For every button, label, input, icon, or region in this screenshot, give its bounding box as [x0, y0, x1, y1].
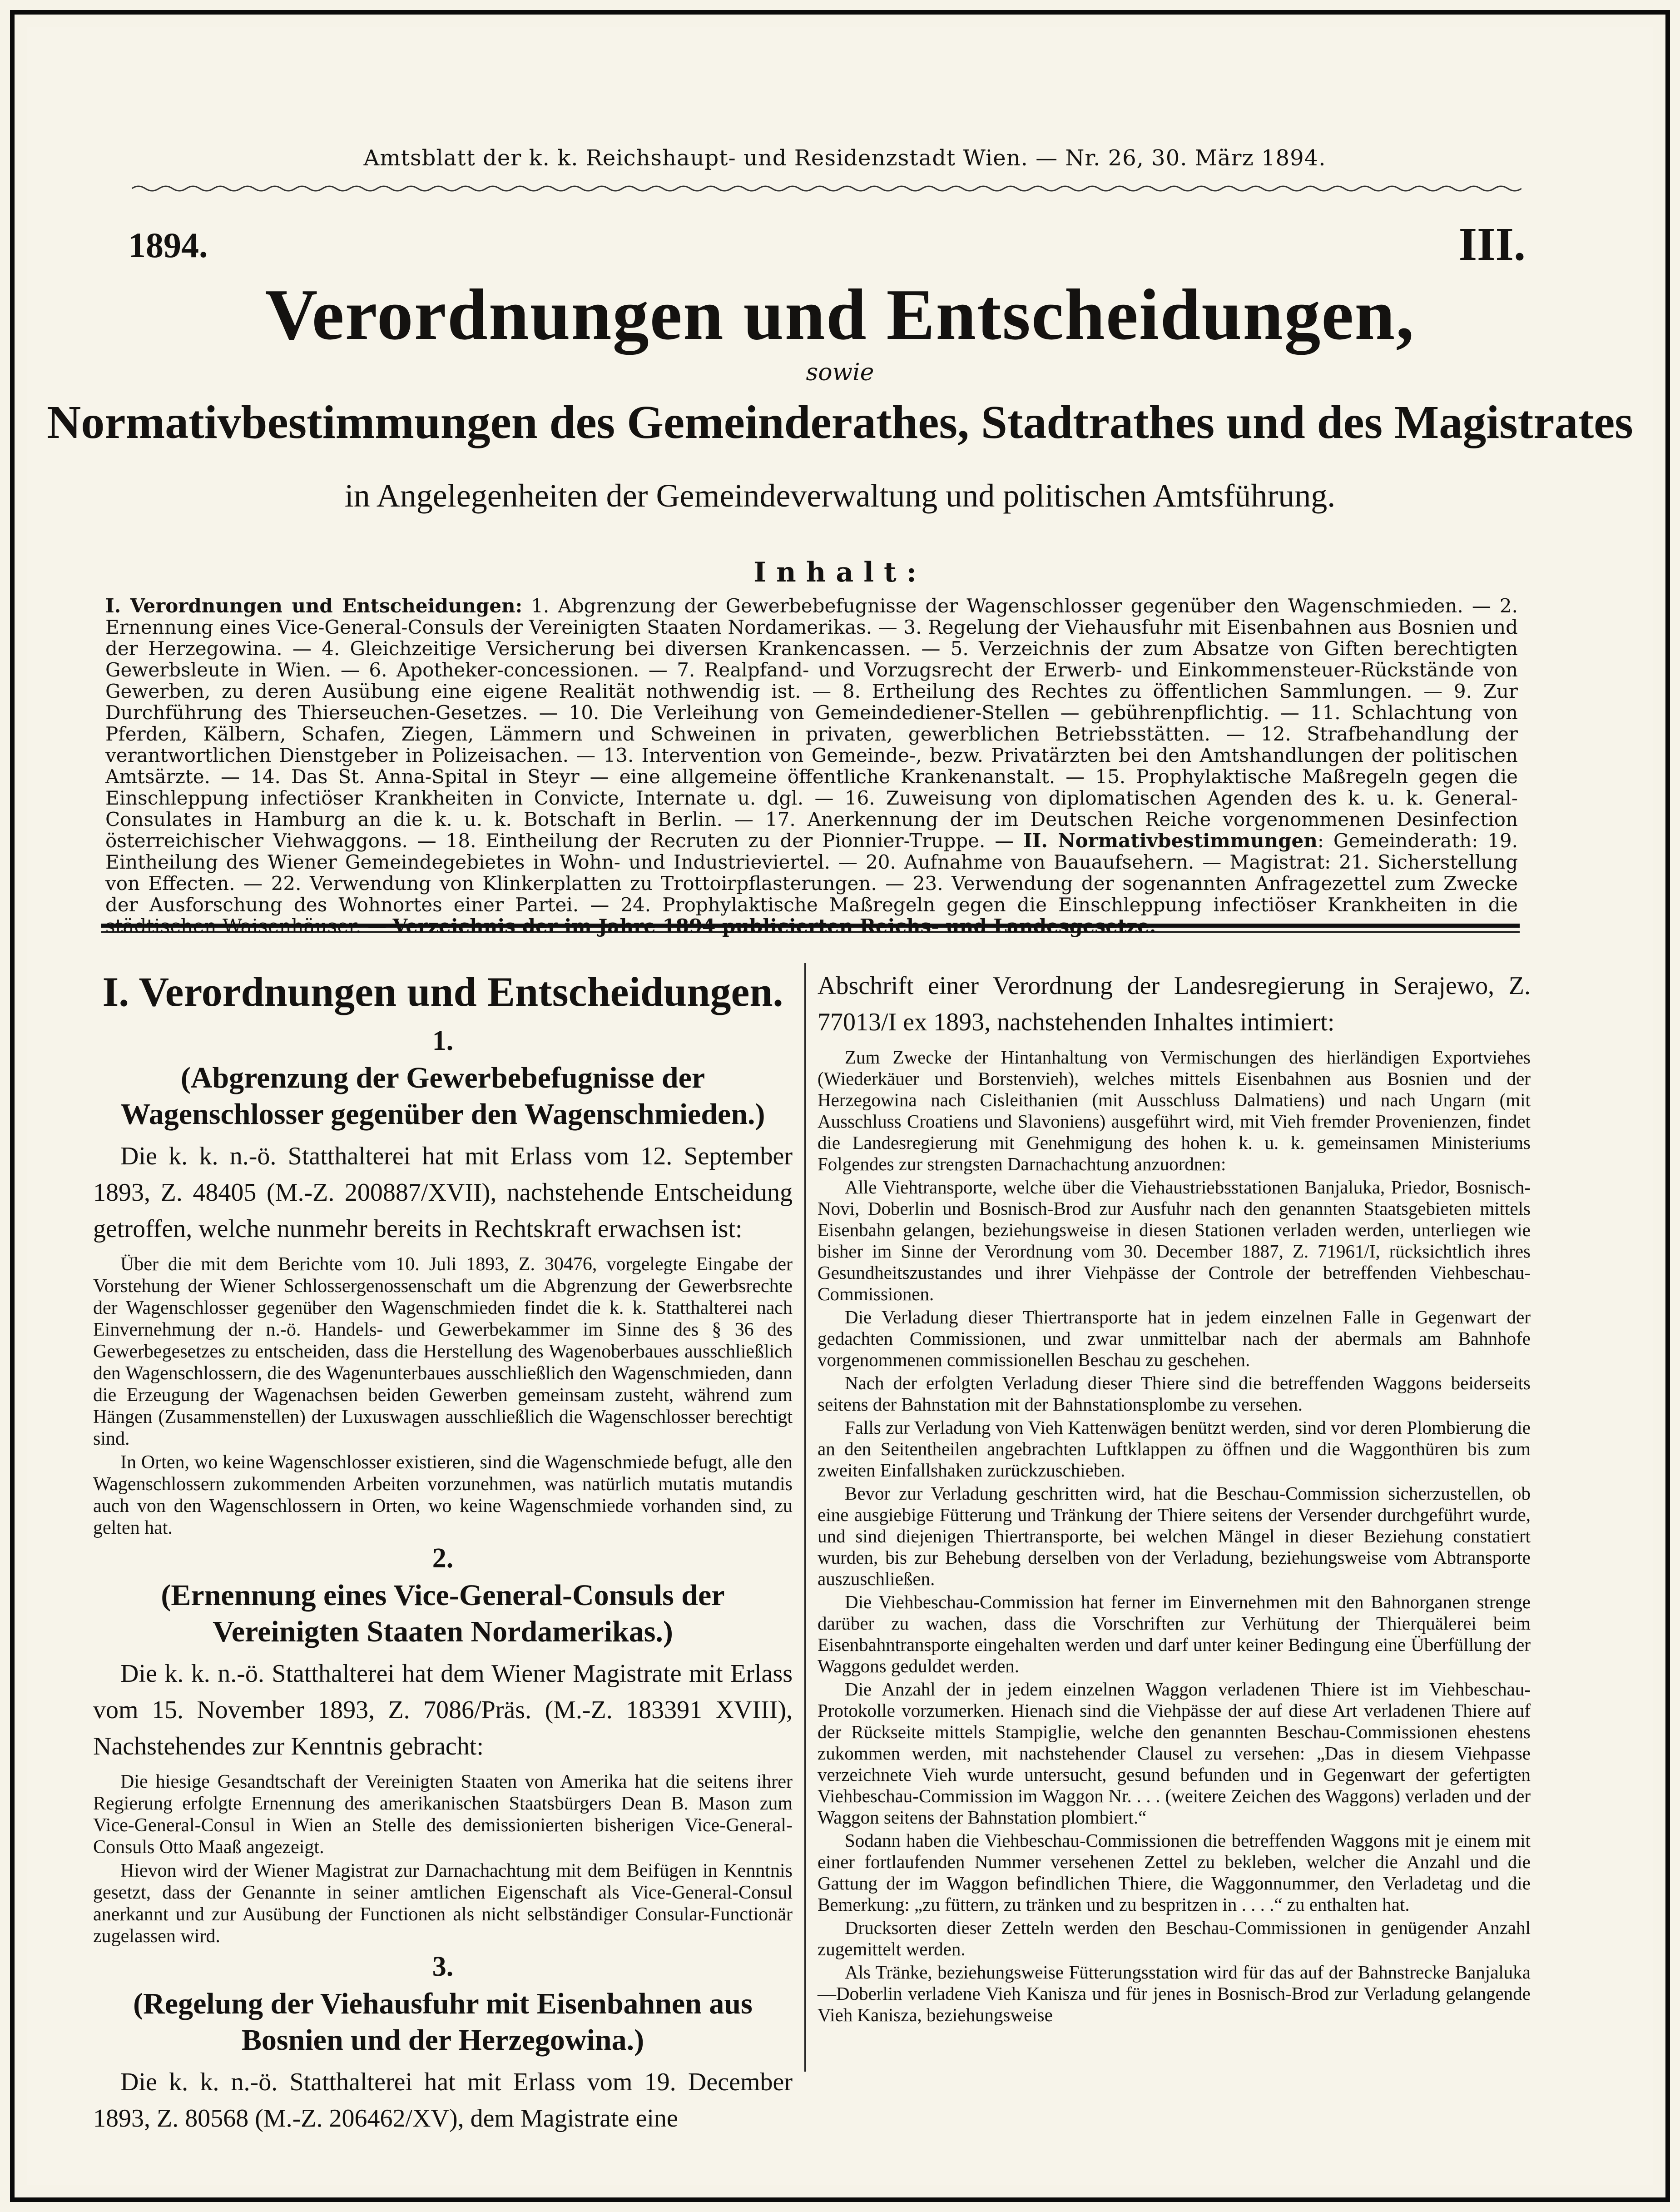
item-paragraph: Die hiesige Gesandtschaft der Vereinigten Staaten von Amerika hat die seitens ihrer Regierung erfolgte Ernennung des amerikanischen Staatsbürgers Dean B. Mason zum Vice-General-Consul in Wien an Stelle des demissionierten bisherigen Vice-General-Consuls Otto Maaß angezeigt.: [93, 1771, 793, 1858]
item-paragraph: Über die mit dem Berichte vom 10. Juli 1893, Z. 30476, vorgelegte Eingabe der Vorstehung der Wiener Schlossergenossenschaft um die Abgrenzung der Gewerbsrechte der Wagenschlosser gegenüber den Wagenschmieden findet die k. k. Statthalterei nach Einvernehmung der n.-ö. Handels- und Gewerbekammer im Sinne des § 36 des Gewerbegesetzes zu entscheiden, dass die Herstellung des Wagenoberbaues ausschließlich den Wagenschlossern, die des Wagenunterbaues ausschließlich den Wagenschmieden, dann die Erzeugung der Wagenachsen beiden Gewerben gemeinsam zusteht, während zum Hängen (Zusammenstellen) der Luxuswagen ausschließlich die Wagenschlosser berechtigt sind.: [93, 1254, 793, 1449]
right-paragraph: Die Viehbeschau-Commission hat ferner im Einvernehmen mit den Bahnorganen strenge darüber zu wachen, dass die Vorschriften zur Verhütung der Thierquälerei beim Eisenbahntransporte eingehalten werden und darf unter keiner Bedingung eine Überfüllung der Waggons geduldet werden.: [818, 1591, 1531, 1676]
subtitle: Normativbestimmungen des Gemeinderathes, Stadtrathes und des Magistrates: [47, 396, 1633, 448]
section-rule-thin: [101, 931, 1520, 933]
contents-part1-text: 1. Abgrenzung der Gewerbebefugnisse der Wagenschlosser gegenüber den Wagenschmieden. — 2. Ernennung eines Vice-General-Consuls der Vereinigten Staaten Nordamerikas. — 3. Regelung der Viehausfuhr mit Eisenbahnen aus Bosnien und der Herzegowina. — 4. Gleichzeitige Versicherung bei diversen Krankencassen. — 5. Verzeichnis der zum Absatze von Giften berechtigten Gewerbsleute in Wien. — 6. Apotheker-concessionen. — 7. Realpfand- und Vorzugsrecht der Erwerb- und Einkommensteuer-Rückstände von Gewerben, zu deren Ausübung eine eigene Realität nothwendig ist. — 8. Ertheilung des Rechtes zu öffentlichen Sammlungen. — 9. Zur Durchführung des Thierseuchen-Gesetzes. — 10. Die Verleihung von Gemeindediener-Stellen — gebührenpflichtig. — 11. Schlachtung von Pferden, Kälbern, Schafen, Ziegen, Lämmern und Schweinen in privaten, gewerblichen Betriebsstätten. — 12. Strafbehandlung der verantwortlichen Dienstgeber in Polizeisachen. — 13. Intervention von Gemeinde-, bezw. Privatärzten bei den Amtshandlungen der politischen Amtsärzte. — 14. Das St. Anna-Spital in Steyr — eine allgemeine öffentliche Krankenanstalt. — 15. Prophylaktische Maßregeln gegen die Einschleppung infectiöser Krankheiten in Convicte, Internate u. dgl. — 16. Zuweisung von diplomatischen Agenden des k. u. k. General-Consulates in Hamburg an die k. u. k. Botschaft in Berlin. — 17. Anerkennung der im Deutschen Reiche vorgenommenen Desinfection österreichischer Viehwaggons. — 18. Eintheilung der Recruten zu der Pionnier-Truppe. —: [105, 595, 1518, 852]
contents-text: [105, 595, 1518, 937]
right-paragraph: Die Anzahl der in jedem einzelnen Waggon verladenen Thiere ist im Viehbeschau-Protokolle vorzumerken. Hienach sind die Viehpässe der auf diese Art verladenen Thiere auf der Rückseite mittels Stampiglie, welche den genannten Beschau-Commissionen ehestens zukommen werden, mit nachstehender Clausel zu versehen: „Das in diesem Viehpasse verzeichnete Vieh wurde untersucht, gesund befunden und in Gegenwart der gefertigten Viehbeschau-Commission im Waggon Nr. . . . (weitere Zeichen des Waggons) verladen und der Waggon seitens der Bahnstation plombiert.“: [818, 1679, 1531, 1828]
item-title-2: (Ernennung eines Vice-General-Consuls der Vereinigten Staaten Nordamerikas.): [161, 1579, 725, 1648]
item-title-1: (Abgrenzung der Gewerbebefugnisse der Wagenschlosser gegenüber den Wagenschmieden.): [120, 1061, 765, 1131]
running-head: Amtsblatt der k. k. Reichshaupt- und Residenzstadt Wien. — Nr. 26, 30. März 1894.: [363, 145, 1326, 171]
item-number-3: 3.: [432, 1951, 454, 1982]
right-paragraph: Sodann haben die Viehbeschau-Commissionen die betreffenden Waggons mit je einem mit einer fortlaufenden Nummer versehenen Zettel zu bekleben, welcher die Anzahl und die Gattung der im Waggon befindlichen Thiere, die Waggonnummer, den Verladetag und die Bemerkung: „zu füttern, zu tränken und zu bespritzen in . . . .“ zu enthalten hat.: [818, 1830, 1531, 1915]
right-lead: Abschrift einer Verordnung der Landesregierung in Serajewo, Z. 77013/I ex 1893, nachstehenden Inhaltes intimiert:: [818, 972, 1531, 1036]
year-label: 1894.: [128, 225, 208, 265]
right-paragraph: Als Tränke, beziehungsweise Fütterungsstation wird für das auf der Bahnstrecke Banjaluka—Doberlin verladene Vieh Kanisza und für jenes in Bosnisch-Brod zur Verladung gelangende Vieh Kanisza, beziehungsweise: [818, 1962, 1531, 2025]
section-rule-thick: [101, 924, 1520, 928]
contents-part1-label: I. Verordnungen und Entscheidungen:: [105, 595, 523, 617]
item-title-3: (Regelung der Viehausfuhr mit Eisenbahnen aus Bosnien und der Herzegowina.): [133, 1987, 753, 2057]
main-title: Verordnungen und Entscheidungen,: [265, 274, 1415, 355]
item-lead-1: Die k. k. n.-ö. Statthalterei hat mit Erlass vom 12. September 1893, Z. 48405 (M.-Z. 200887/XVII), nachstehende Entscheidung getroffen, welche nunmehr bereits in Rechtskraft erwachsen ist:: [93, 1142, 793, 1243]
title-sowie: sowie: [806, 359, 874, 386]
right-paragraph: Die Verladung dieser Thiertransporte hat in jedem einzelnen Falle in Gegenwart der gedachten Commissionen, und zwar unmittelbar nach der abermals am Bahnhofe vorgenommenen commissionellen Beschau zu geschehen.: [818, 1307, 1531, 1370]
column-separator: [804, 963, 806, 2072]
right-paragraph: Bevor zur Verladung geschritten wird, hat die Beschau-Commission sicherzustellen, ob eine ausgiebige Fütterung und Tränkung der Thiere seitens der Versender durchgeführt wurde, und sind diejenigen Thiertransporte, bei welchen Mängel in dieser Beziehung constatiert wurden, bis zur Behebung derselben von der Verladung, beziehungsweise vom Abtransporte auszuschließen.: [818, 1483, 1531, 1589]
item-lead-2: Die k. k. n.-ö. Statthalterei hat dem Wiener Magistrate mit Erlass vom 15. November 1893, Z. 7086/Präs. (M.-Z. 183391 XVIII), Nachstehendes zur Kenntnis gebracht:: [93, 1660, 793, 1760]
item-lead-3: Die k. k. n.-ö. Statthalterei hat mit Erlass vom 19. December 1893, Z. 80568 (M.-Z. 206462/XV), dem Magistrate eine: [93, 2068, 793, 2132]
item-number-1: 1.: [432, 1025, 454, 1056]
item-number-2: 2.: [432, 1543, 454, 1574]
right-paragraph: Falls zur Verladung von Vieh Kattenwägen benützt werden, sind vor deren Plombierung die an den Seitentheilen angebrachten Luftklappen zu öffnen und die Waggonthüren bis zum zweiten Einfallshaken zurückzuschieben.: [818, 1417, 1531, 1481]
right-paragraph: Nach der erfolgten Verladung dieser Thiere sind die betreffenden Waggons beiderseits seitens der Bahnstation mit der Bahnstationsplombe zu versehen.: [818, 1372, 1531, 1415]
item-paragraph: Hievon wird der Wiener Magistrat zur Darnachachtung mit dem Beifügen in Kenntnis gesetzt, dass der Genannte in seiner amtlichen Eigenschaft als Vice-General-Consul anerkannt und zur Ausübung der Functionen als nicht selbständiger Consular-Functionär zugelassen wird.: [93, 1860, 793, 1947]
part-number: III.: [1458, 218, 1526, 270]
right-paragraph: Alle Viehtransporte, welche über die Viehaustriebsstationen Banjaluka, Priedor, Bosnisch-Novi, Doberlin und Bosnisch-Brod zur Ausfuhr nach den genannten Staatsgebieten mittels Eisenbahn gelangen, beziehungsweise in diesen Stationen verladen werden, unterliegen wie bisher im Sinne der Verordnung vom 30. December 1887, Z. 71961/I, rücksichtlich ihres Gesundheitszustandes und ihrer Viehpässe der Controle der betreffenden Viehbeschau-Commissionen.: [818, 1177, 1531, 1304]
right-paragraph: Zum Zwecke der Hintanhaltung von Vermischungen des hierländigen Exportviehes (Wiederkäuer und Borstenvieh), welches mittels Eisenbahnen aus Bosnien und der Herzegowina nach Cisleithanien (mit Ausschluss Dalmatiens) und nach Ungarn (mit Ausschluss Croatiens und Slavoniens) ausgeführt wird, mit Vieh fremder Provenienzen, findet die Landesregierung mit Genehmigung des hohen k. u. k. gemeinsamen Ministeriums Folgendes zur strengsten Darnachachtung anzuordnen:: [818, 1047, 1531, 1174]
wavy-rule: [132, 184, 1521, 193]
right-paragraph: Drucksorten dieser Zetteln werden den Beschau-Commissionen in genügender Anzahl zugemittelt werden.: [818, 1917, 1531, 1959]
left-column: [93, 968, 793, 2143]
subtitle-line: in Angelegenheiten der Gemeindeverwaltung und politischen Amtsführung.: [344, 477, 1336, 514]
contents-part2-text: : Gemeinderath: 19. Eintheilung des Wiener Gemeindegebietes in Wohn- und Industrieviertel. — 20. Aufnahme von Bauaufsehern. — Magistrat: 21. Sicherstellung von Effecten. — 22. Verwendung von Klinkerplatten zu Trottoirpflasterungen. — 23. Verwendung der sogenannten Anfragezettel zum Zwecke der Ausforschung des Wohnortes einer Partei. — 24. Prophylaktische Maßregeln gegen die Einschleppung infectiöser Krankheiten in die: [105, 830, 1518, 916]
item-paragraph: In Orten, wo keine Wagenschlosser existieren, sind die Wagenschmiede befugt, alle den Wagenschlossern zukommenden Arbeiten vorzunehmen, was natürlich mutatis mutandis auch von den Wagenschlossern in Orten, wo keine Wagenschmiede vorhanden sind, zu gelten hat.: [93, 1452, 793, 1538]
section-heading: I. Verordnungen und Entscheidungen.: [102, 969, 783, 1015]
right-column: [818, 968, 1531, 2028]
contents-part2-label: II. Normativbestimmungen: [1023, 830, 1318, 852]
contents-heading: Inhalt:: [753, 557, 927, 588]
